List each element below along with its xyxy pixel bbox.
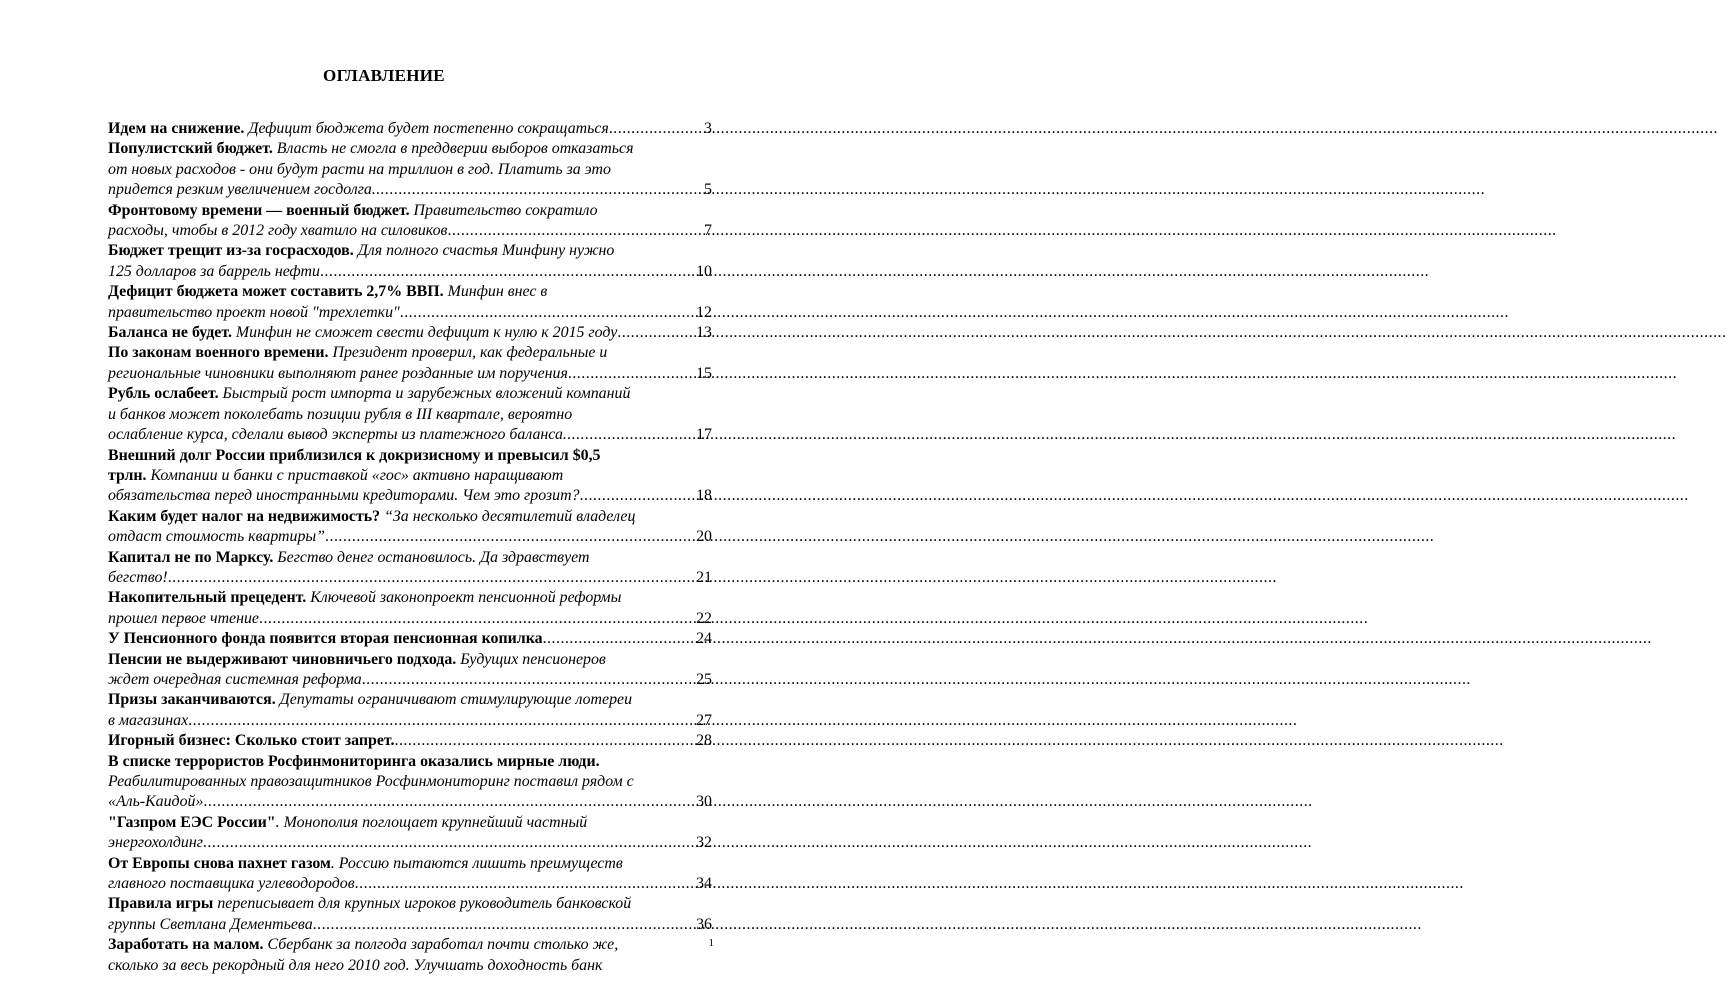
- entry-line: [108, 201, 712, 221]
- toc-entry[interactable]: [108, 854, 712, 895]
- entry-description: “За несколько десятилетий владелец: [380, 507, 636, 525]
- entry-description: «Аль-Каидой»: [108, 793, 204, 811]
- footer-page-number: 1: [708, 937, 714, 949]
- entry-description: переписывает для крупных игроков руководитель банковской: [213, 895, 632, 913]
- entry-line: [108, 364, 712, 384]
- toc-entry[interactable]: [108, 139, 712, 200]
- entry-description: Президент проверил, как федеральные и: [328, 344, 608, 362]
- entry-line: [108, 323, 712, 343]
- entry-line: [108, 813, 712, 833]
- entry-line: [108, 568, 712, 588]
- dot-leader: [400, 303, 695, 323]
- entry-line: [108, 588, 712, 608]
- entry-heading: Игорный бизнес: Сколько стоит запрет.: [108, 732, 395, 750]
- toc-entry[interactable]: [108, 323, 712, 343]
- entry-description: группы Светлана Дементьева: [108, 915, 313, 933]
- entry-description: Депутаты ограничивают стимулирующие лотереи: [275, 691, 633, 709]
- toc-entry[interactable]: [108, 343, 712, 384]
- dot-leader: [325, 527, 695, 547]
- entry-line: [108, 772, 712, 792]
- entry-page-number: 12: [696, 303, 712, 321]
- dot-leader: [259, 609, 695, 629]
- entry-page-number: 15: [696, 364, 712, 382]
- entry-line: [108, 935, 712, 955]
- entry-description: Бегство денег остановилось. Да здравствует: [273, 548, 590, 566]
- entry-heading: Дефицит бюджета может составить 2,7% ВВП.: [108, 283, 444, 301]
- entry-line: [108, 854, 712, 874]
- entry-heading: У Пенсионного фонда появится вторая пенсионная копилка: [108, 630, 543, 648]
- entry-heading: В списке террористов Росфинмониторинга оказались мирные люди.: [108, 752, 600, 770]
- entry-description: 125 долларов за баррель нефти: [108, 262, 320, 280]
- entry-description: от новых расходов - они будут расти на триллион в год. Платить за это: [108, 160, 611, 178]
- entry-page-number: 21: [696, 568, 712, 586]
- entry-page-number: 22: [696, 609, 712, 627]
- entry-description: Минфин внес в: [443, 283, 548, 301]
- entry-description: Быстрый рост импорта и зарубежных вложений компаний: [218, 385, 631, 403]
- toc-entry[interactable]: [108, 690, 712, 731]
- entry-description: главного поставщика углеводородов: [108, 875, 355, 893]
- toc-entry[interactable]: [108, 201, 712, 242]
- entry-heading: Рубль ослабеет.: [108, 385, 219, 403]
- entry-line: [108, 160, 712, 180]
- entry-page-number: 13: [696, 324, 712, 342]
- entry-page-number: 32: [696, 834, 712, 852]
- entry-line: [108, 139, 712, 159]
- entry-description: Будущих пенсионеров: [456, 650, 606, 668]
- entry-heading: трлн.: [108, 466, 147, 484]
- entry-heading: Пенсии не выдерживают чиновничьего подхода.: [108, 650, 457, 668]
- toc-entry[interactable]: [108, 894, 712, 935]
- entry-page-number: 3: [704, 120, 712, 137]
- toc-entry[interactable]: [108, 507, 712, 548]
- entry-description: Компании и банки с приставкой «гос» активно наращивают: [146, 466, 564, 484]
- entry-heading: Заработать на малом.: [108, 936, 264, 954]
- page-title: ОГЛАВЛЕНИЕ: [323, 66, 445, 85]
- entry-line: [108, 548, 712, 568]
- toc-entry[interactable]: [108, 119, 712, 139]
- entry-line: [108, 609, 712, 629]
- dot-leader: [394, 731, 695, 751]
- dot-leader: [188, 711, 695, 731]
- entry-page-number: 28: [696, 732, 712, 750]
- entry-heading: "Газпром ЕЭС России": [108, 813, 276, 831]
- toc-entry[interactable]: [108, 282, 712, 323]
- entry-line: [108, 894, 712, 914]
- entry-heading: Баланса не будет.: [108, 324, 232, 342]
- dot-leader: [203, 792, 695, 812]
- entry-line: [108, 711, 712, 731]
- entry-heading: Каким будет налог на недвижимость?: [108, 507, 381, 525]
- entry-description: и банков может поколебать позиции рубля в III квартале, вероятно: [108, 405, 573, 423]
- entry-page-number: 24: [696, 630, 712, 648]
- toc-entry[interactable]: [108, 629, 712, 649]
- entry-line: [108, 180, 712, 200]
- entry-line: [108, 915, 712, 935]
- entry-description: Сбербанк за полгода заработал почти столько же,: [263, 936, 619, 954]
- entry-line: [108, 956, 712, 976]
- entry-heading: Бюджет трещит из-за госрасходов.: [108, 242, 354, 260]
- toc-entry[interactable]: [108, 384, 712, 445]
- entry-line: [108, 874, 712, 894]
- entry-description: Власть не смогла в преддверии выборов отказаться: [272, 140, 634, 158]
- table-of-contents: [108, 119, 712, 976]
- entry-line: [108, 241, 712, 261]
- entry-description: Правительство сократило: [409, 201, 598, 219]
- entry-line: [108, 221, 712, 241]
- entry-page-number: 27: [696, 711, 712, 729]
- entry-description: в магазинах: [108, 711, 189, 729]
- entry-line: [108, 466, 712, 486]
- entry-line: [108, 629, 712, 649]
- dot-leader: [376, 180, 703, 200]
- entry-description: придется резким увеличением госдолга.: [108, 181, 376, 199]
- entry-page-number: 10: [696, 262, 712, 280]
- entry-heading: Капитал не по Марксу.: [108, 548, 274, 566]
- entry-description: Для полного счастья Минфину нужно: [353, 242, 615, 260]
- dot-leader: [580, 486, 696, 506]
- toc-entry[interactable]: [108, 446, 712, 507]
- toc-entry[interactable]: [108, 813, 712, 854]
- entry-page-number: 36: [696, 915, 712, 933]
- entry-description: . Монополия поглощает крупнейший частный: [275, 813, 588, 831]
- toc-entry[interactable]: [108, 650, 712, 691]
- entry-page-number: 20: [696, 528, 712, 546]
- entry-heading: От Европы снова пахнет газом: [108, 854, 331, 872]
- entry-description: . Россию пытаются лишить преимуществ: [330, 854, 623, 872]
- entry-description: Дефицит бюджета будет постепенно сокращаться: [244, 120, 609, 137]
- entry-line: [108, 507, 712, 527]
- entry-description: энергохолдинг: [108, 834, 203, 852]
- entry-line: [108, 527, 712, 547]
- entry-line: [108, 262, 712, 282]
- entry-description: Минфин не сможет свести дефицит к нулю к 2015 году: [231, 324, 618, 342]
- entry-heading: Популистский бюджет.: [108, 140, 273, 158]
- toc-entry[interactable]: [108, 241, 712, 282]
- entry-heading: Правила игры: [108, 895, 214, 913]
- entry-line: [108, 833, 712, 853]
- dot-leader: [313, 915, 695, 935]
- toc-entry[interactable]: [108, 731, 712, 751]
- entry-line: [108, 405, 712, 425]
- entry-description: Ключевой законопроект пенсионной реформы: [306, 589, 622, 607]
- dot-leader: [355, 874, 695, 894]
- entry-description: правительство проект новой "трехлетки": [108, 303, 400, 321]
- entry-line: [108, 425, 712, 445]
- dot-leader: [568, 364, 695, 384]
- dot-leader: [447, 221, 703, 241]
- toc-entry[interactable]: [108, 935, 712, 976]
- entry-description: расходы, чтобы в 2012 году хватило на силовиков: [108, 222, 448, 240]
- dot-leader: [168, 568, 695, 588]
- toc-entry[interactable]: [108, 548, 712, 589]
- entry-heading: Накопительный прецедент.: [108, 589, 307, 607]
- entry-line: [108, 282, 712, 302]
- entry-page-number: 34: [696, 875, 712, 893]
- entry-description: сколько за весь рекордный для него 2010 год. Улучшать доходность банк: [108, 956, 603, 974]
- entry-line: [108, 384, 712, 404]
- entry-description: обязательства перед иностранными кредиторами. Чем это грозит?: [108, 487, 580, 505]
- entry-description: прошел первое чтение: [108, 609, 259, 627]
- dot-leader: [320, 262, 695, 282]
- entry-line: [108, 119, 712, 139]
- toc-entry[interactable]: [108, 588, 712, 629]
- entry-description: Реабилитированных правозащитников Росфинмониторинг поставил рядом с: [108, 773, 634, 790]
- dot-leader: [543, 629, 696, 649]
- toc-entry[interactable]: [108, 752, 712, 813]
- entry-line: [108, 670, 712, 690]
- entry-line: [108, 731, 712, 751]
- dot-leader: [617, 323, 695, 343]
- entry-line: [108, 752, 712, 772]
- entry-heading: Идем на снижение.: [108, 120, 245, 137]
- dot-leader: [362, 670, 695, 690]
- entry-heading: По законам военного времени.: [108, 344, 329, 362]
- entry-line: [108, 343, 712, 363]
- entry-heading: Призы заканчиваются.: [108, 691, 276, 709]
- entry-line: [108, 446, 712, 466]
- entry-heading: Фронтовому времени — военный бюджет.: [108, 201, 410, 219]
- entry-description: региональные чиновники выполняют ранее розданные им поручения: [108, 364, 568, 382]
- entry-page-number: 17: [696, 426, 712, 444]
- entry-line: [108, 486, 712, 506]
- entry-page-number: 7: [704, 222, 712, 240]
- entry-description: отдаст стоимость квартиры”: [108, 528, 326, 546]
- dot-leader: [609, 119, 703, 139]
- entry-line: [108, 690, 712, 710]
- dot-leader: [203, 833, 695, 853]
- entry-description: бегство!: [108, 568, 168, 586]
- entry-line: [108, 650, 712, 670]
- entry-page-number: 25: [696, 670, 712, 688]
- entry-line: [108, 792, 712, 812]
- dot-leader: [567, 425, 695, 445]
- entry-page-number: 18: [696, 487, 712, 505]
- entry-description: ослабление курса, сделали вывод эксперты из платежного баланса.: [108, 426, 567, 444]
- entry-heading: Внешний долг России приблизился к докризисному и превысил $0,5: [108, 446, 601, 464]
- entry-page-number: 30: [696, 793, 712, 811]
- entry-line: [108, 303, 712, 323]
- entry-page-number: 5: [704, 181, 712, 199]
- entry-description: ждет очередная системная реформа: [108, 670, 362, 688]
